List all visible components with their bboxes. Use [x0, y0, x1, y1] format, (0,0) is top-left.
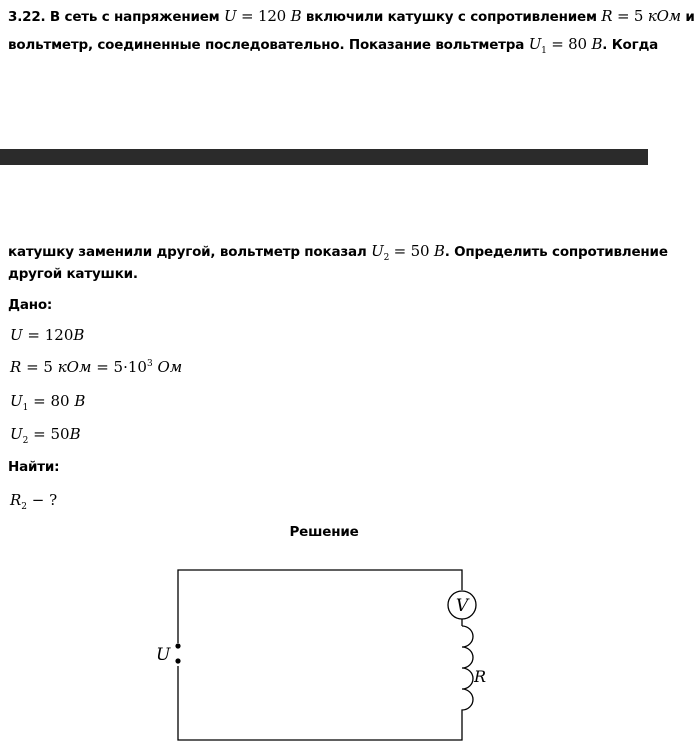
formula-u1: $U_1 = 80$ В — [528, 35, 603, 56]
terminal-top — [175, 643, 180, 648]
problem-number: 3.22. — [8, 9, 46, 25]
problem-line-3: катушку заменили другой, вольтметр показал $U_2 = 50$ В. Определить сопротивление — [8, 242, 668, 263]
voltmeter-label: V — [455, 596, 469, 616]
given-heading: Дано: — [8, 297, 53, 313]
given-r: R = 5 кОм = $5\cdot 10^3$ Ом — [10, 358, 183, 376]
find-heading: Найти: — [8, 459, 60, 475]
problem-line-2: вольтметр, соединенные последовательно. Показание вольтметра $U_1 = 80$ В. Когда — [8, 35, 659, 56]
problem-line-1: 3.22. В сеть с напряжением U = 120 В включили катушку с сопротивлением R = 5 кОм и — [8, 7, 695, 25]
given-u2: $U_2 = 50В$ — [10, 425, 81, 446]
page-break-band — [0, 149, 648, 165]
solution-heading: Решение — [289, 524, 359, 540]
given-u: U = 120В — [10, 326, 85, 344]
top-wire — [178, 570, 462, 643]
problem-line-4: другой катушки. — [8, 266, 138, 282]
bottom-wire — [178, 666, 462, 740]
source-label: U — [156, 645, 171, 665]
given-u1: $U_1 = 80$ В — [10, 392, 86, 413]
circuit-diagram — [0, 568, 648, 743]
coil-label: R — [474, 667, 487, 686]
terminal-bottom — [175, 658, 180, 663]
find-r2: $R_2$ − ? — [10, 491, 58, 512]
formula-u: U = 120 В — [224, 7, 302, 25]
formula-r: R = 5 кОм — [601, 7, 681, 25]
coil-icon — [462, 626, 473, 712]
formula-u2: $U_2 = 50$ В — [371, 242, 445, 263]
